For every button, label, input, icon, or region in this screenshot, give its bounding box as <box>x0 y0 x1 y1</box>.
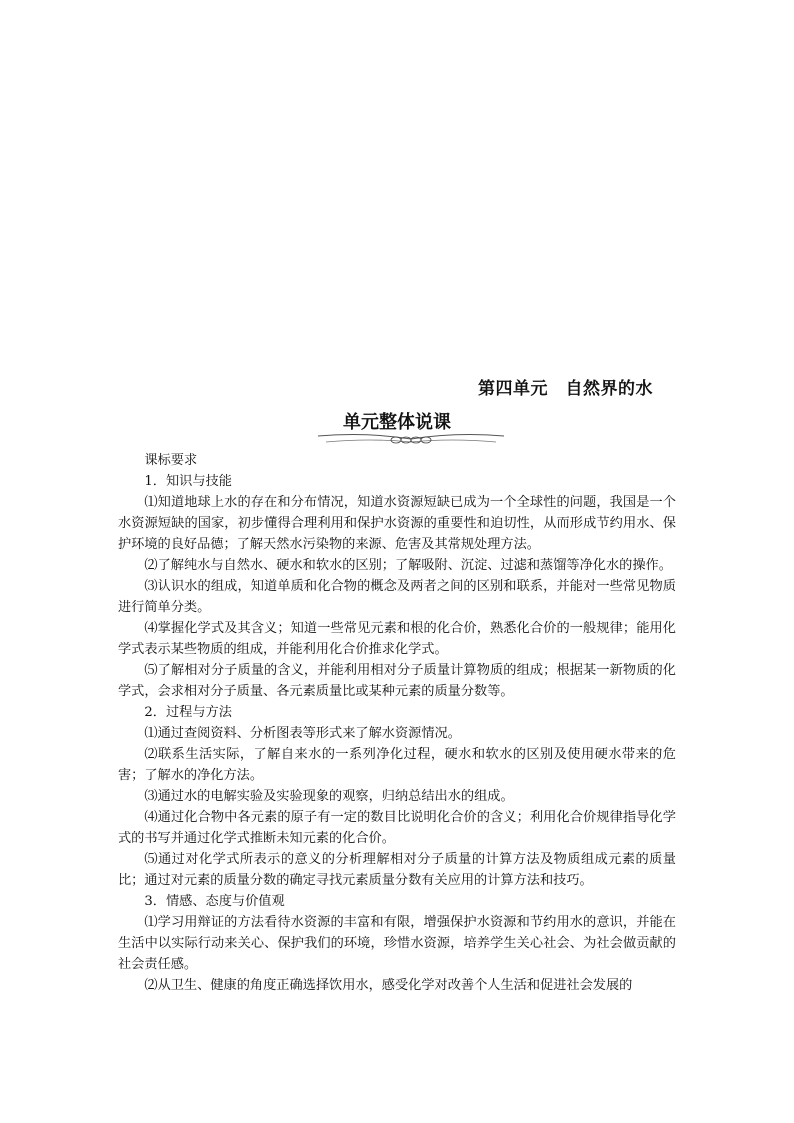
list-item: ⑷掌握化学式及其含义；知道一些常见元素和根的化合价，熟悉化合价的一般规律；能用化学式表示某些物质的组成，并能利用化合价推求化学式。 <box>118 621 676 657</box>
section-title-values: 3．情感、态度与价值观 <box>144 894 285 909</box>
list-item: ⑸通过对化学式所表示的意义的分析理解相对分子质量的计算方法及物质组成元素的质量比；通过对元素的质量分数的确定寻找元素质量分数有关应用的计算方法和技巧。 <box>118 852 676 888</box>
list-item: ⑴学习用辩证的方法看待水资源的丰富和有限，增强保护水资源和节约用水的意识，并能在生活中以实际行动来关心、保护我们的环境，珍惜水资源，培养学生关心社会、为社会做贡献的社会责任感。 <box>118 915 676 972</box>
list-item: ⑷通过化合物中各元素的原子有一定的数目比说明化合价的含义；利用化合价规律指导化学式的书写并通过化学式推断未知元素的化合价。 <box>118 810 676 846</box>
section-title: 单元整体说课 <box>343 412 451 433</box>
list-item: ⑴知道地球上水的存在和分布情况，知道水资源短缺已成为一个全球性的问题，我国是一个水资源短缺的国家，初步懂得合理利用和保护水资源的重要性和迫切性，从而形成节约用水、保护环境的良好品德；了解天然水污染物的来源、危害及其常规处理方法。 <box>118 495 676 552</box>
section-title-knowledge: 1．知识与技能 <box>144 474 232 489</box>
list-item: ⑶认识水的组成，知道单质和化合物的概念及两者之间的区别和联系，并能对一些常见物质进行简单分类。 <box>118 579 676 615</box>
list-item: ⑵从卫生、健康的角度正确选择饮用水，感受化学对改善个人生活和促进社会发展的 <box>144 978 633 993</box>
list-item: ⑵了解纯水与自然水、硬水和软水的区别；了解吸附、沉淀、过滤和蒸馏等净化水的操作。 <box>144 558 672 573</box>
list-item: ⑶通过水的电解实验及实验现象的观察，归纳总结出水的组成。 <box>144 789 514 804</box>
list-item: ⑴通过查阅资料、分析图表等形式来了解水资源情况。 <box>144 726 461 741</box>
section-title-process: 2．过程与方法 <box>144 705 232 720</box>
decorative-divider-ornament <box>316 430 506 448</box>
unit-title: 第四单元 自然界的水 <box>478 379 653 399</box>
list-item: ⑸了解相对分子质量的含义，并能利用相对分子质量计算物质的组成；根据某一新物质的化学式，会求相对分子质量、各元素质量比或某种元素的质量分数等。 <box>118 663 676 699</box>
heading-curriculum: 课标要求 <box>144 453 198 468</box>
list-item: ⑵联系生活实际，了解自来水的一系列净化过程，硬水和软水的区别及使用硬水带来的危害；了解水的净化方法。 <box>118 747 676 783</box>
document-body <box>118 450 676 996</box>
